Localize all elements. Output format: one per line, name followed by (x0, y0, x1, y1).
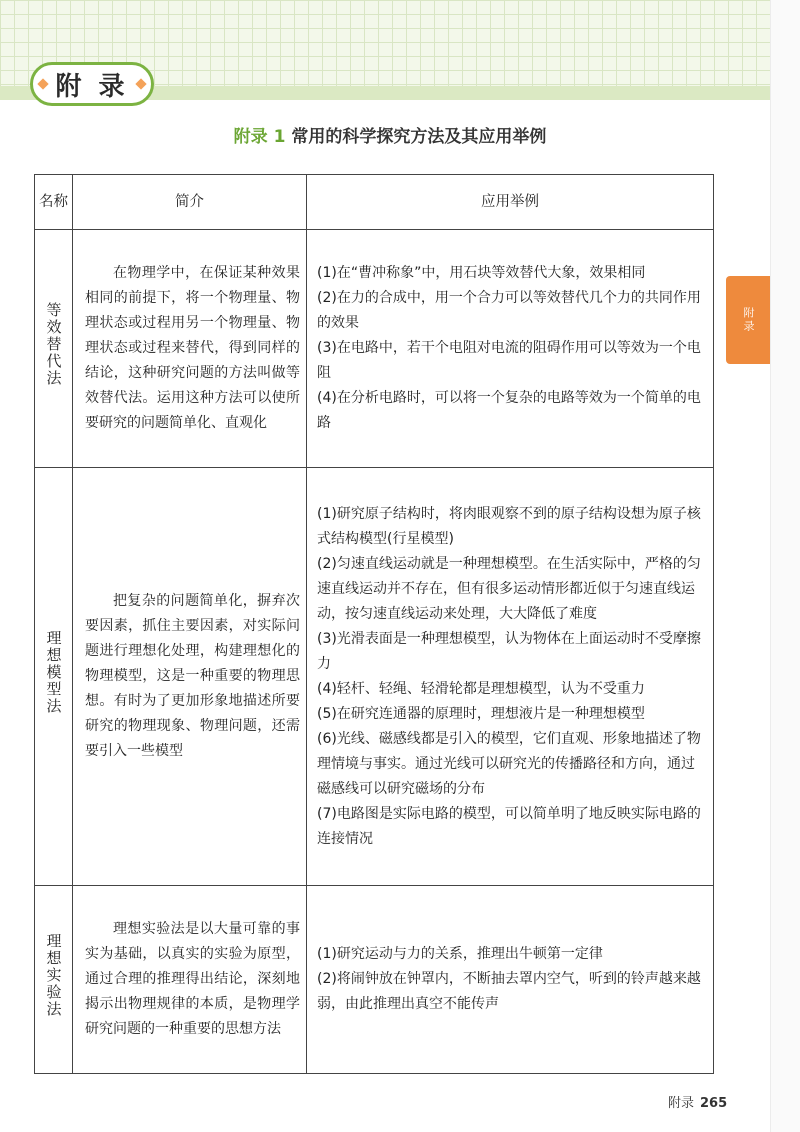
methods-table (34, 174, 714, 1074)
intro-cell (73, 468, 307, 886)
examples-cell (307, 886, 714, 1074)
example-item: (3)在电路中，若干个电阻对电流的阻碍作用可以等效为一个电阻 (317, 340, 701, 381)
diamond-left-icon (38, 78, 49, 89)
example-item: (1)研究运动与力的关系，推理出牛顿第一定律 (317, 946, 603, 962)
appendix-title: 常用的科学探究方法及其应用举例 (291, 127, 547, 147)
method-intro: 在物理学中，在保证某种效果相同的前提下，将一个物理量、物理状态或过程用另一个物理量、物理状态或过程来替代，得到同样的结论，这种研究问题的方法叫做等效替代法。运用这种方法可以使所要研究的问题简单化、直观化 (85, 265, 300, 431)
method-intro: 理想实验法是以大量可靠的事实为基础，以真实的实验为原型，通过合理的推理得出结论，深刻地揭示出物理规律的本质，是物理学研究问题的一种重要的思想方法 (85, 921, 300, 1037)
footer-label: 附录 (668, 1096, 695, 1111)
side-tab: 附录 (726, 276, 770, 364)
table-row (35, 886, 714, 1074)
example-item: (7)电路图是实际电路的模型，可以简单明了地反映实际电路的连接情况 (317, 805, 701, 847)
page-footer (668, 1092, 727, 1111)
header-intro: 简介 (73, 175, 307, 230)
header-name: 名称 (35, 175, 73, 230)
examples-cell (307, 230, 714, 468)
examples-cell (307, 468, 714, 886)
example-item: (1)研究原子结构时，将肉眼观察不到的原子结构设想为原子核式结构模型(行星模型) (317, 505, 701, 547)
method-name: 理想模型法 (44, 629, 63, 715)
example-item: (5)在研究连通器的原理时，理想液片是一种理想模型 (317, 705, 645, 722)
method-name: 等效替代法 (44, 301, 63, 387)
method-name-cell (35, 468, 73, 886)
example-item: (4)轻杆、轻绳、轻滑轮都是理想模型，认为不受重力 (317, 680, 645, 697)
method-name-cell (35, 886, 73, 1074)
header-examples: 应用举例 (307, 175, 714, 230)
appendix-label: 附录 1 (233, 127, 286, 147)
banner-title: 附 录 (55, 71, 129, 102)
example-item: (6)光线、磁感线都是引入的模型，它们直观、形象地描述了物理情境与事实。通过光线可以研究光的传播路径和方向，通过磁感线可以研究磁场的分布 (317, 730, 701, 797)
diamond-right-icon (135, 78, 146, 89)
method-name-cell (35, 230, 73, 468)
appendix-heading (0, 122, 780, 147)
intro-cell (73, 886, 307, 1074)
method-intro: 把复杂的问题简单化，摒弃次要因素，抓住主要因素，对实际问题进行理想化处理，构建理想化的物理模型，这是一种重要的物理思想。有时为了更加形象地描述所要研究的物理现象、物理问题，还需要引入一些模型 (85, 593, 300, 759)
table-row (35, 468, 714, 886)
example-item: (2)在力的合成中，用一个合力可以等效替代几个力的共同作用的效果 (317, 290, 701, 331)
table-header-row (35, 175, 714, 230)
page-edge (770, 0, 800, 1132)
example-item: (2)将闹钟放在钟罩内，不断抽去罩内空气，听到的铃声越来越弱，由此推理出真空不能传声 (317, 971, 701, 1012)
example-item: (4)在分析电路时，可以将一个复杂的电路等效为一个简单的电路 (317, 390, 701, 431)
example-item: (2)匀速直线运动就是一种理想模型。在生活实际中，严格的匀速直线运动并不存在，但有很多运动情形都近似于匀速直线运动，按匀速直线运动来处理，大大降低了难度 (317, 555, 701, 622)
appendix-banner (30, 62, 154, 106)
method-name: 理想实验法 (44, 932, 63, 1018)
table-row (35, 230, 714, 468)
page-number: 265 (700, 1096, 728, 1111)
example-item: (1)在“曹冲称象”中，用石块等效替代大象，效果相同 (317, 265, 646, 281)
example-item: (3)光滑表面是一种理想模型，认为物体在上面运动时不受摩擦力 (317, 630, 701, 672)
intro-cell (73, 230, 307, 468)
